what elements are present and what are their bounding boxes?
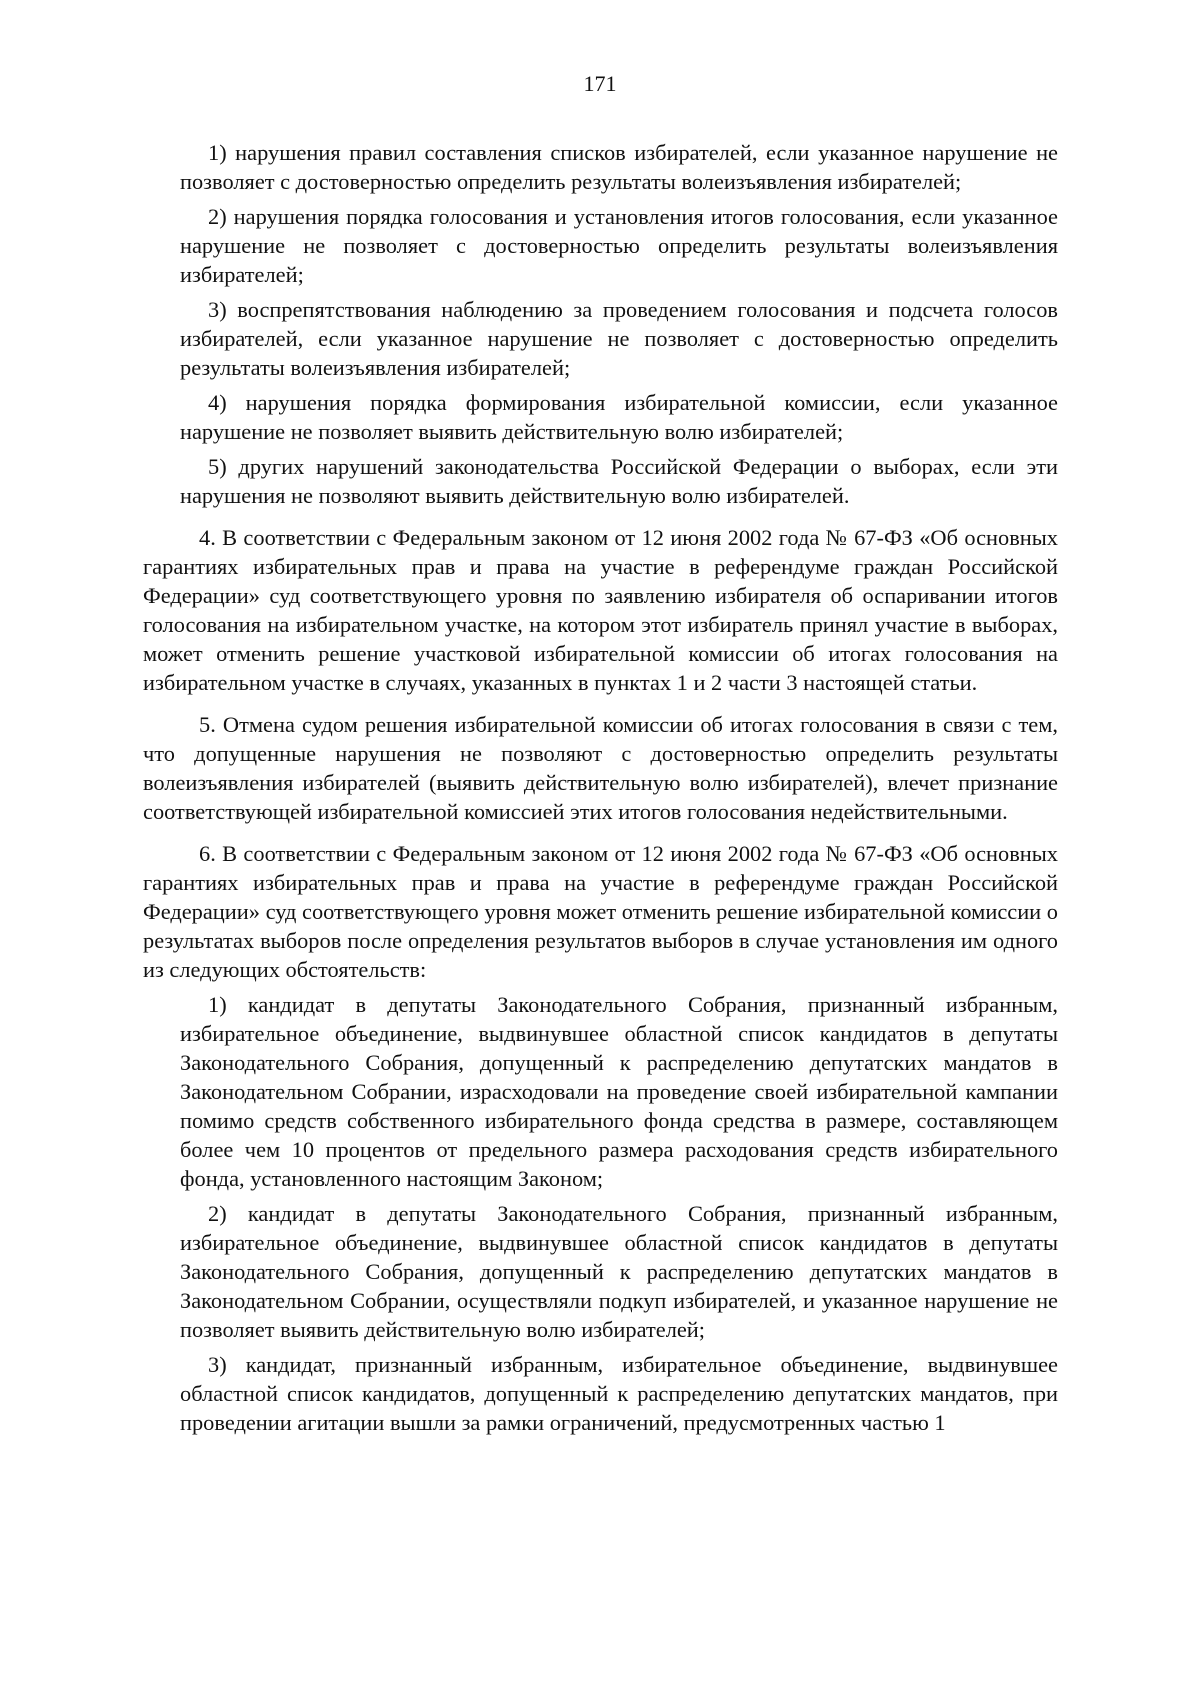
list-item-2: 2) нарушения порядка голосования и установления итогов голосования, если указанное нарушение не позволяет с достоверностью определить результаты волеизъявления избирателей; (180, 204, 1058, 287)
page-number: 171 (583, 71, 617, 96)
list-item-6-3: 3) кандидат, признанный избранным, избирательное объединение, выдвинувшее областной список кандидатов, допущенный к распределению депутатских мандатов, при проведении агитации вышли за рамки ограничений, предусмотренных частью 1 (180, 1352, 1058, 1435)
list-item-6-1: 1) кандидат в депутаты Законодательного Собрания, признанный избранным, избирательное объединение, выдвинувшее областной список кандидатов в депутаты Законодательного Собрания, допущенный к распределению депутатских мандатов в Законодательном Собрании, израсходовали на проведение своей избирательной кампании помимо средств собственного избирательного фонда средства в размере, составляющем более чем 10 процентов от предельного размера расходования средств избирательного фонда, установленного настоящим Законом; (180, 992, 1058, 1191)
list-item-6-2: 2) кандидат в депутаты Законодательного Собрания, признанный избранным, избирательное объединение, выдвинувшее областной список кандидатов в депутаты Законодательного Собрания, допущенный к распределению депутатских мандатов в Законодательном Собрании, осуществляли подкуп избирателей, и указанное нарушение не позволяет выявить действительную волю избирателей; (180, 1201, 1058, 1342)
list-item-3: 3) воспрепятствования наблюдению за проведением голосования и подсчета голосов избирателей, если указанное нарушение не позволяет с достоверностью определить результаты волеизъявления избирателей; (180, 297, 1058, 380)
list-item-4: 4) нарушения порядка формирования избирательной комиссии, если указанное нарушение не позволяет выявить действительную волю избирателей; (180, 390, 1058, 444)
paragraph-5: 5. Отмена судом решения избирательной комиссии об итогах голосования в связи с тем, что допущенные нарушения не позволяют с достоверностью определить результаты волеизъявления избирателей (выявить действительную волю избирателей), влечет признание соответствующей избирательной комиссией этих итогов голосования недействительными. (143, 712, 1058, 824)
paragraph-4: 4. В соответствии с Федеральным законом от 12 июня 2002 года № 67-ФЗ «Об основных гарантиях избирательных прав и права на участие в референдуме граждан Российской Федерации» суд соответствующего уровня по заявлению избирателя об оспаривании итогов голосования на избирательном участке, на котором этот избиратель принял участие в выборах, может отменить решение участковой избирательной комиссии об итогах голосования на избирательном участке в случаях, указанных в пунктах 1 и 2 части 3 настоящей статьи. (143, 525, 1058, 695)
list-item-1: 1) нарушения правил составления списков избирателей, если указанное нарушение не позволяет с достоверностью определить результаты волеизъявления избирателей; (180, 140, 1058, 194)
paragraph-6: 6. В соответствии с Федеральным законом от 12 июня 2002 года № 67-ФЗ «Об основных гарантиях избирательных прав и права на участие в референдуме граждан Российской Федерации» суд соответствующего уровня может отменить решение избирательной комиссии о результатах выборов после определения результатов выборов в случае установления им одного из следующих обстоятельств: (143, 841, 1058, 982)
list-item-5: 5) других нарушений законодательства Российской Федерации о выборах, если эти нарушения не позволяют выявить действительную волю избирателей. (180, 454, 1058, 508)
document-body (0, 138, 1200, 1437)
